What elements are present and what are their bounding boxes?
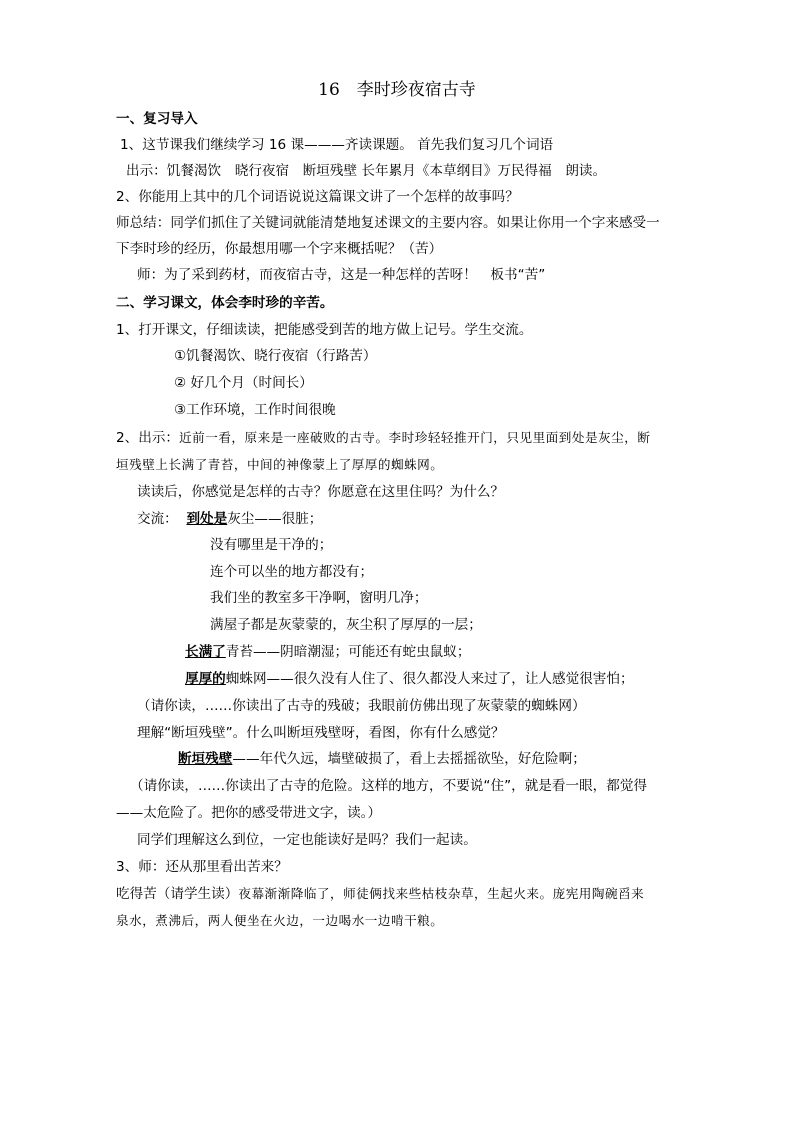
paragraph-line: 1、打开课文，仔细读读，把能感受到苦的地方做上记号。学生交流。 [116, 322, 533, 338]
exchange-text: 灰尘——很脏； [227, 511, 323, 527]
exchange-text: 没有哪里是干净的； [210, 537, 333, 553]
keyword-underlined: 长满了 [185, 644, 226, 660]
paragraph-line: 1、这节课我们继续学习 16 课———齐读课题。 首先我们复习几个词语 [120, 137, 554, 153]
page-title: 16 李时珍夜宿古寺 [318, 80, 476, 100]
exchange-line [178, 750, 586, 768]
exchange-text: 蜘蛛网——很久没有人住了、很久都没人来过了，让人感觉很害怕； [225, 671, 634, 687]
exchange-text: 我们坐的教室多干净啊，窗明几净； [210, 590, 428, 606]
paragraph-line: 3、师：还从那里看出苦来？ [116, 859, 288, 875]
quote-label: 2、出示： [116, 430, 180, 446]
exchange-label: 交流： [137, 511, 178, 527]
exchange-text: 青苔——阴暗潮湿；可能还有蛇虫鼠蚁； [225, 644, 471, 660]
keyword-underlined: 厚厚的 [185, 671, 226, 687]
exchange-text: ——年代久远，墙壁破损了，看上去摇摇欲坠，好危险啊； [232, 751, 586, 767]
quote-text: 泉水，煮沸后，两人便坐在火边，一边喝水一边啃干粮。 [116, 913, 444, 928]
paragraph-line: （请你读，……你读出了古寺的残破；我眼前仿佛出现了灰蒙蒙的蜘蛛网） [137, 698, 586, 714]
quote-text: 夜幕渐渐降临了，师徒俩找来些枯枝杂草，生起火来。庞宪用陶碗舀来 [238, 886, 645, 901]
paragraph-line: 师：为了采到药材，而夜宿古寺，这是一种怎样的苦呀！ 板书“苦” [137, 267, 546, 283]
keyword-underlined: 断垣残壁 [178, 751, 233, 767]
quote-line [116, 429, 650, 447]
paragraph-line: 理解“断垣残壁”。什么叫断垣残壁呀，看图，你有什么感觉？ [137, 725, 505, 741]
quote-label: 吃得苦（请学生读） [116, 886, 239, 902]
section-heading-study: 二、学习课文，体会李时珍的辛苦。 [116, 295, 334, 311]
exchange-text: 满屋子都是灰蒙蒙的，灰尘积了厚厚的一层； [210, 617, 482, 633]
paragraph-line: （请你读，……你读出了古寺的危险。这样的地方，不要说“住”，就是看一眼，都觉得 [130, 778, 648, 794]
paragraph-line: 读读后，你感觉是怎样的古寺？你愿意在这里住吗？为什么？ [137, 484, 505, 500]
list-item: ③工作环境，工作时间很晚 [174, 402, 336, 418]
paragraph-line: 下李时珍的经历，你最想用哪一个字来概括呢？（苦） [116, 241, 443, 257]
paragraph-line: ——太危险了。把你的感受带进文字，读。） [116, 805, 382, 821]
exchange-text: 连个可以坐的地方都没有； [210, 564, 374, 580]
list-item: ①饥餐渴饮、晓行夜宿（行路苦） [174, 348, 377, 364]
paragraph-line: 师总结：同学们抓住了关键词就能清楚地复述课文的主要内容。如果让你用一个字来感受一 [116, 215, 660, 231]
list-item: ② 好几个月（时间长） [174, 375, 313, 391]
quote-text: 垣残壁上长满了青苔，中间的神像蒙上了厚厚的蜘蛛网。 [116, 457, 444, 472]
keyword-underlined: 到处是 [186, 511, 228, 527]
paragraph-line: 出示：饥餐渴饮 晓行夜宿 断垣残壁 长年累月《本草纲目》万民得福 朗读。 [126, 163, 607, 179]
section-heading-review: 一、复习导入 [116, 111, 198, 127]
paragraph-line: 2、你能用上其中的几个词语说说这篇课文讲了一个怎样的故事吗？ [116, 189, 519, 205]
exchange-line [137, 510, 322, 528]
paragraph-line: 同学们理解这么到位，一定也能读好是吗？我们一起读。 [137, 832, 477, 848]
quote-text: 近前一看，原来是一座破败的古寺。李时珍轻轻推开门，只见里面到处是灰尘，断 [179, 430, 651, 445]
exchange-line [185, 643, 470, 661]
quote-line [116, 885, 644, 903]
exchange-line [185, 670, 634, 688]
